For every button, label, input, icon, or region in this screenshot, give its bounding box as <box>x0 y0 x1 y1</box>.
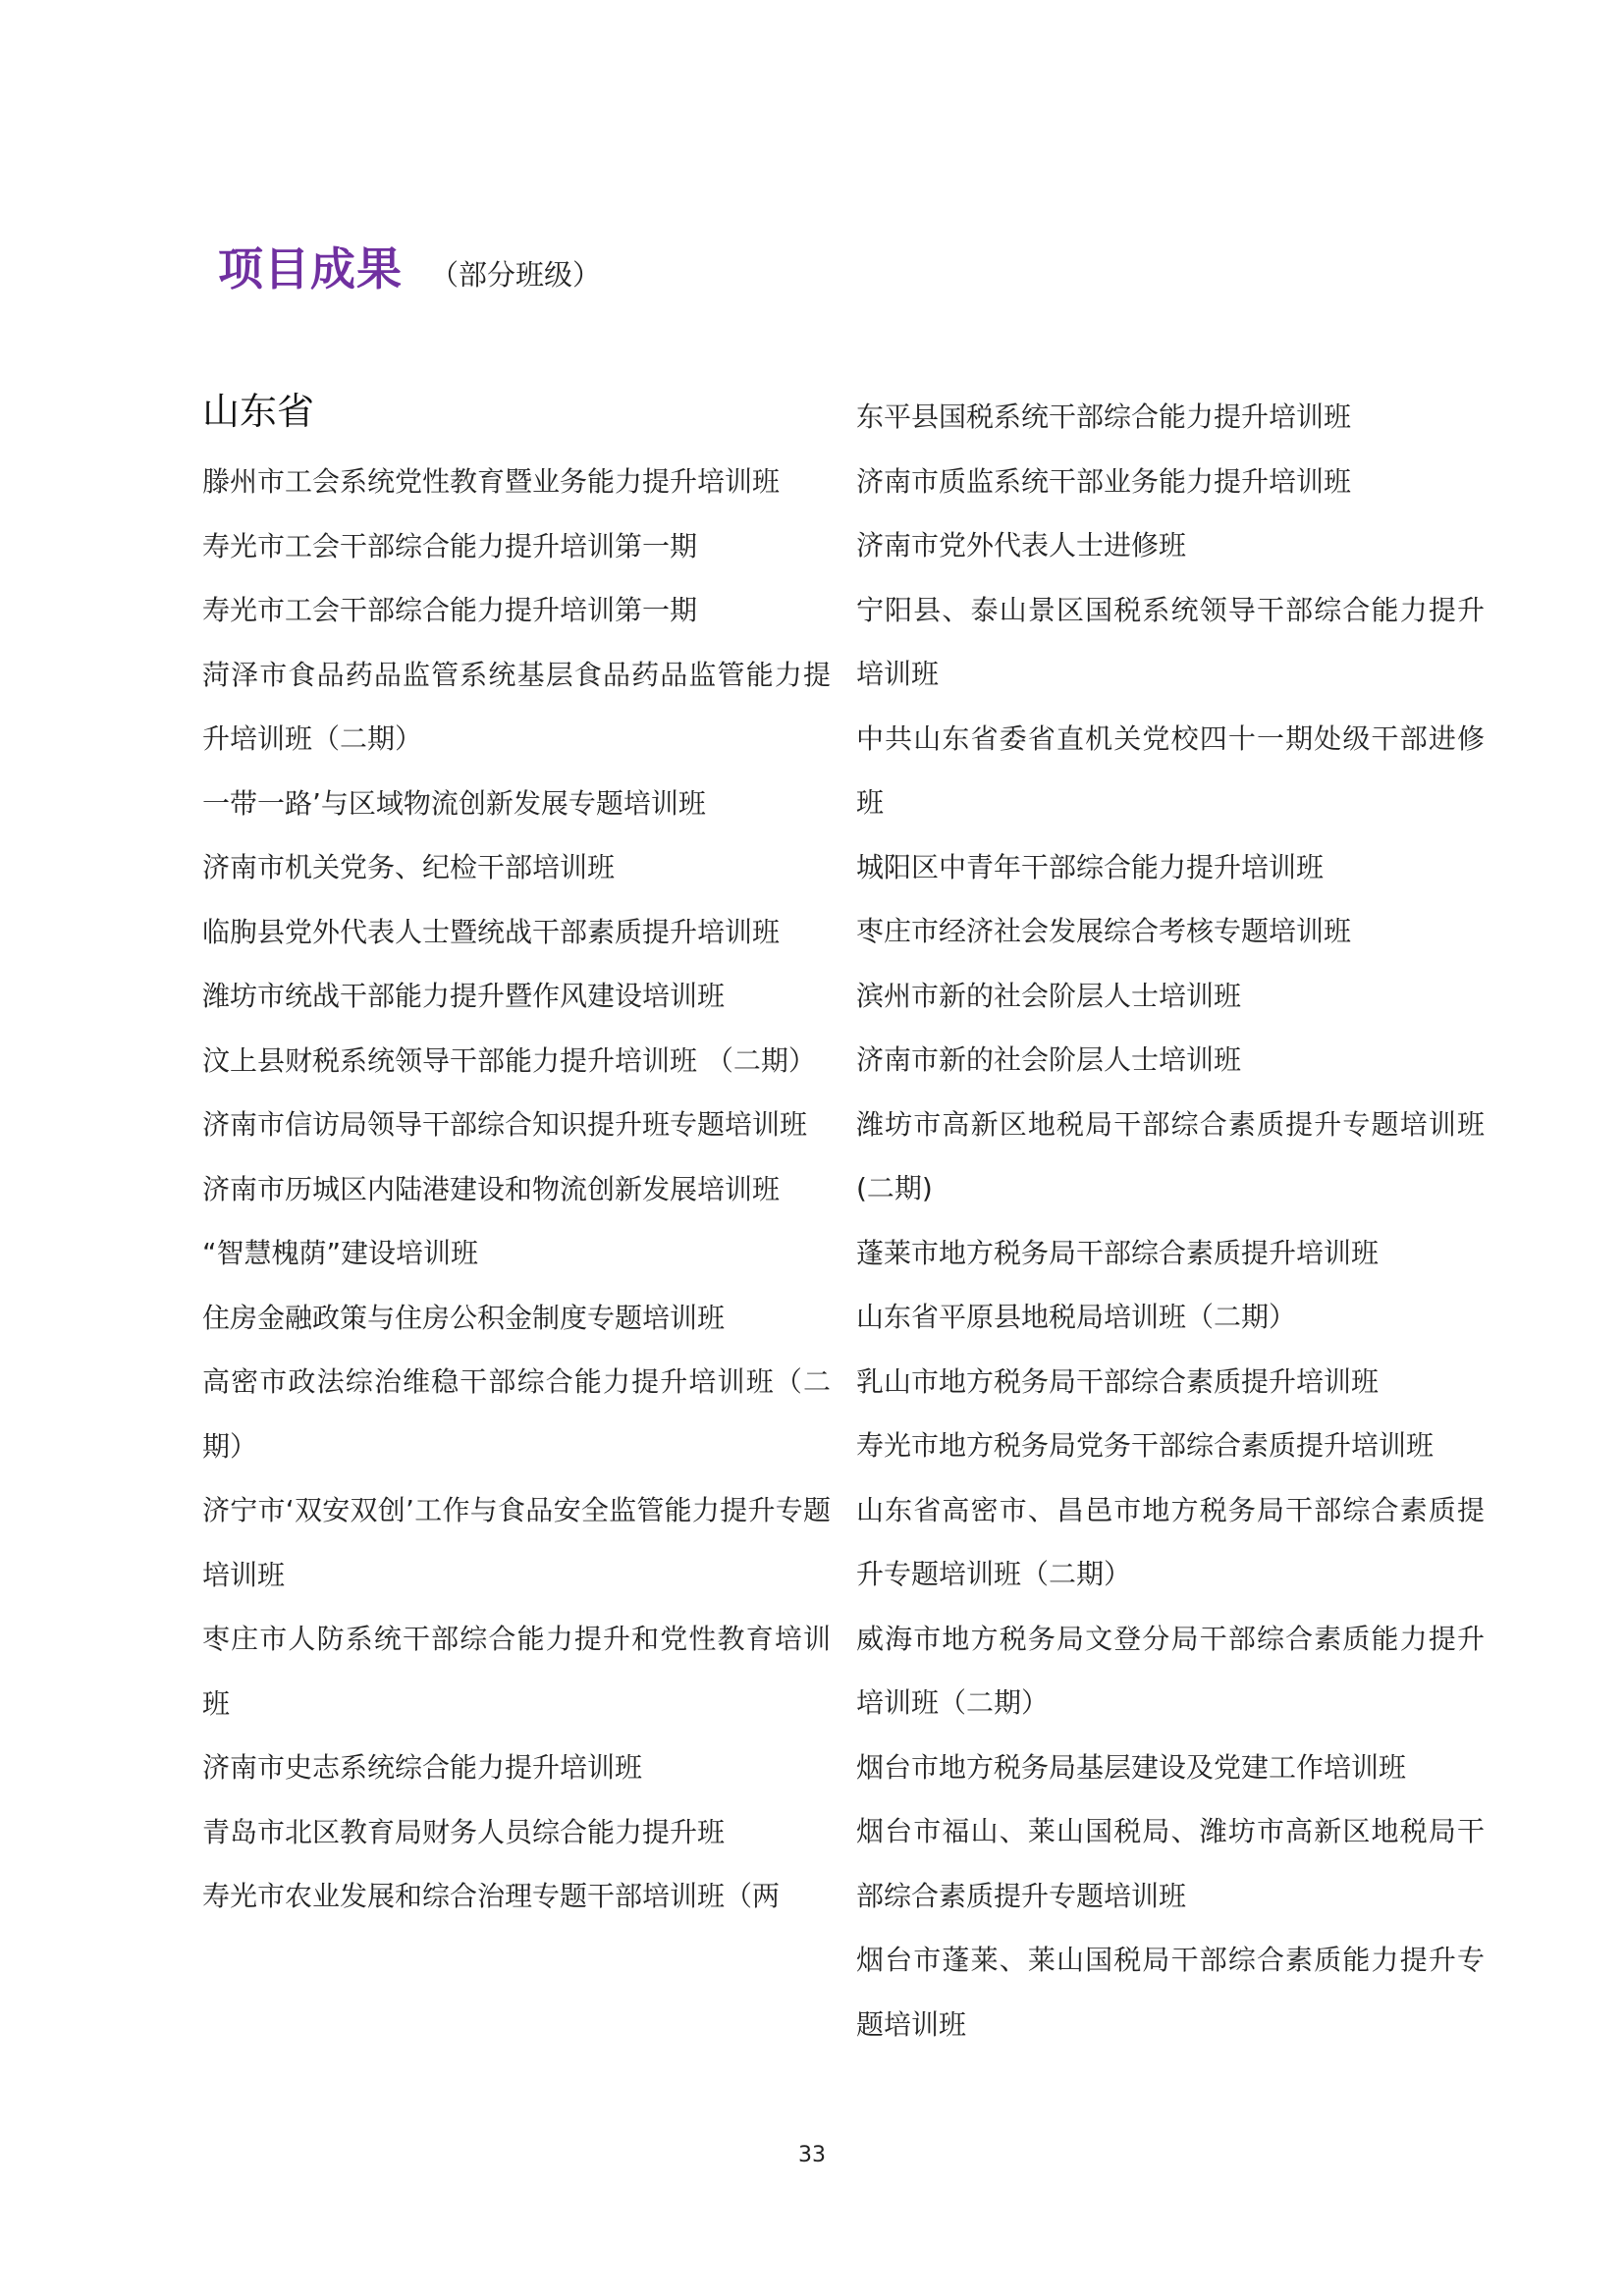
list-item: 烟台市地方税务局基层建设及党建工作培训班 <box>856 1750 1407 1784</box>
list-item: 济南市史志系统综合能力提升培训班 <box>202 1751 643 1784</box>
list-item: 济宁市‘双安双创’工作与食品安全监管能力提升专题培训班 <box>202 1494 831 1591</box>
list-item: 滕州市工会系统党性教育暨业务能力提升培训班 <box>202 465 781 498</box>
list-item: 烟台市蓬莱、莱山国税局干部综合素质能力提升专题培训班 <box>856 1944 1485 2041</box>
list-item: 菏泽市食品药品监管系统基层食品药品监管能力提升培训班（二期） <box>202 658 831 755</box>
list-item: 寿光市农业发展和综合治理专题干部培训班（两 <box>202 1880 781 1912</box>
list-item: 山东省高密市、昌邑市地方税务局干部综合素质提升专题培训班（二期） <box>856 1493 1485 1590</box>
list-item: 东平县国税系统干部综合能力提升培训班 <box>856 400 1352 433</box>
list-item: 济南市信访局领导干部综合知识提升班专题培训班 <box>202 1108 808 1141</box>
list-item: 临朐县党外代表人士暨统战干部素质提升培训班 <box>202 915 781 948</box>
list-item: 济南市党外代表人士进修班 <box>856 529 1187 561</box>
list-item: 烟台市福山、莱山国税局、潍坊市高新区地税局干部综合素质提升专题培训班 <box>856 1815 1485 1912</box>
list-item: 住房金融政策与住房公积金制度专题培训班 <box>202 1301 726 1334</box>
list-item: 潍坊市统战干部能力提升暨作风建设培训班 <box>202 980 726 1012</box>
list-item: 滨州市新的社会阶层人士培训班 <box>856 979 1242 1012</box>
section-heading <box>218 234 601 298</box>
list-item: 寿光市工会干部综合能力提升培训第一期 <box>202 529 698 562</box>
page-title: 项目成果 <box>218 242 403 295</box>
list-item: “智慧槐荫”建设培训班 <box>202 1237 479 1269</box>
list-item: 济南市新的社会阶层人士培训班 <box>856 1043 1242 1076</box>
list-item: 寿光市地方税务局党务干部综合素质提升培训班 <box>856 1429 1435 1462</box>
list-item: 济南市历城区内陆港建设和物流创新发展培训班 <box>202 1172 781 1205</box>
left-column-list <box>202 450 831 1929</box>
list-item: 高密市政法综治维稳干部综合能力提升培训班（二期） <box>202 1365 831 1463</box>
list-item: 威海市地方税务局文登分局干部综合素质能力提升培训班（二期） <box>856 1622 1485 1719</box>
list-item: 蓬莱市地方税务局干部综合素质提升培训班 <box>856 1236 1380 1269</box>
list-item: 潍坊市高新区地税局干部综合素质提升专题培训班(二期) <box>856 1107 1485 1204</box>
list-item: 枣庄市经济社会发展综合考核专题培训班 <box>856 915 1352 947</box>
list-item: 济南市质监系统干部业务能力提升培训班 <box>856 464 1352 498</box>
list-item: 青岛市北区教育局财务人员综合能力提升班 <box>202 1815 726 1848</box>
list-item: 乳山市地方税务局干部综合素质提升培训班 <box>856 1364 1380 1398</box>
list-item: 中共山东省委省直机关党校四十一期处级干部进修班 <box>856 721 1485 819</box>
list-item: 宁阳县、泰山景区国税系统领导干部综合能力提升培训班 <box>856 593 1485 690</box>
list-item: 寿光市工会干部综合能力提升培训第一期 <box>202 594 698 626</box>
list-item: 一带一路’与区域物流创新发展专题培训班 <box>202 786 706 820</box>
page-number: 33 <box>798 2143 826 2167</box>
list-item: 山东省平原县地税局培训班（二期） <box>856 1301 1297 1333</box>
list-item: 枣庄市人防系统干部综合能力提升和党性教育培训班 <box>202 1623 831 1720</box>
list-item: 城阳区中青年干部综合能力提升培训班 <box>856 850 1325 883</box>
list-item: 汶上县财税系统领导干部能力提升培训班 （二期） <box>202 1043 816 1077</box>
list-item: 济南市机关党务、纪检干部培训班 <box>202 851 616 883</box>
page-subtitle: （部分班级） <box>430 258 602 292</box>
right-column-list <box>856 385 1485 2056</box>
province-heading: 山东省 <box>202 390 315 433</box>
